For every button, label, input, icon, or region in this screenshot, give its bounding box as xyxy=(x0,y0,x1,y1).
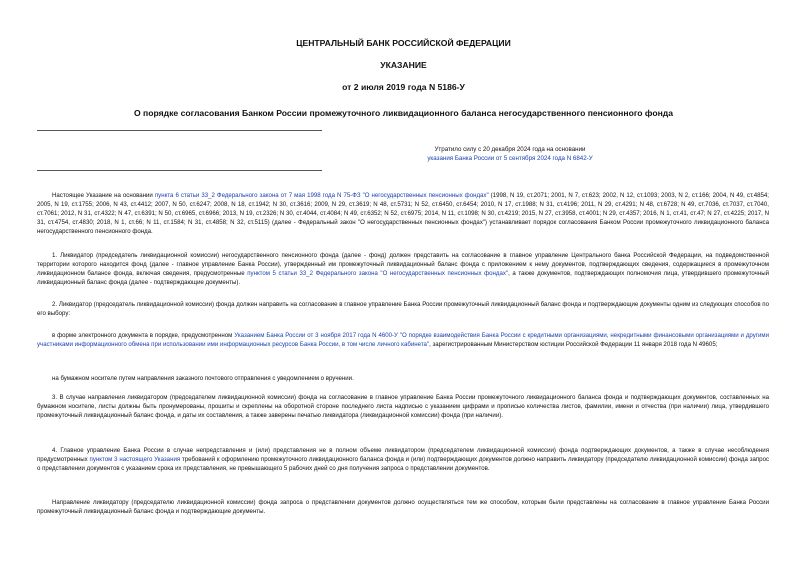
paragraph-2: 2. Ликвидатор (председатель ликвидационной комиссии) фонда должен направить на согласование в главное управление Банка России промежуточный ликвидационный баланс фонда и подтверждающие документы одним из следующих способов по его выбору: xyxy=(37,301,769,318)
paragraph-1 xyxy=(37,251,769,287)
paragraph-1-end: , а также документов, подтверждающих полномочия лица, утвердившего промежуточный ликвидационный баланс фонда (далее - подтверждающие документы). xyxy=(37,270,769,287)
paragraph-4 xyxy=(37,446,769,473)
paragraph-4-start: 4. Главное управление Банка России в случае непредставления и (или) представления не в полном объеме ликвидатором (председателем ликвидационной комиссии) фонда подтверждающих документов, а также в случае несоблюдения предусмотренных xyxy=(37,447,769,464)
instruction-link[interactable]: Указанием Банка России от 3 ноября 2017 года N 4600-У "О порядке взаимодействия Банка России с кредитными организациями, некредитными финансовыми организациями и другими участниками информационного обмена при использовании ими информационных ресурсов Банка России, в том числе личного кабинета" xyxy=(37,332,769,349)
intro-paragraph xyxy=(37,191,769,236)
paragraph-5: Направление ликвидатору (председателю ликвидационной комиссии) фонда запроса о представлении документов должно осуществляться тем же способом, которым были представлены на согласование в главное управление Банка России промежуточный ликвидационный баланс фонда и подтверждающие документы. xyxy=(37,499,769,516)
intro-text-end: (1998, N 19, ст.2071; 2001, N 7, ст.623; 2002, N 12, ст.1093; 2003, N 2, ст.166; 2004, N 49, ст.4854; 2005, N 19, ст.1755; 2006, N 43, ст.4412; 2007, N 50, ст.6247; 2008, N 18, ст.1942; N 30, ст.3616; 2009, N 29, ст.3619; N 48, ст.5731; N 52, ст.6450, ст.6454; 2010, N 17, ст.1988; N 31, ст.4196; 2011, N 29, ст.4291; N 48, ст.6728; N 49, ст.7036, ст.7037, ст.7040, ст.7061; 2012, N 31, ст.4322; N 47, ст.6391; N 50, ст.6965, ст.6966; 2013, N 19, ст.2326; N 30, ст.4044, ст.4084; N 49, ст.6352; N 52, ст.6975; 2014, N 11, ст.1098; N 30, ст.4219; 2015, N 27, ст.3958, ст.4001; N 29, ст.4357; 2016, N 1, ст.41, ст.47; N 27, ст.4225; 2017, N 31, ст.4754, ст.4830; 2018, N 1, ст.66; N 11, ст.1584; N 31, ст.4858; N 32, ст.5115) (далее - Федеральный закон "О негосударственных пенсионных фондах") устанавливает порядок согласования Банком России промежуточного ликвидационного баланса негосударственного пенсионного фонда. xyxy=(37,192,769,236)
paragraph-2b: на бумажном носителе путем направления заказного почтового отправления с уведомлением о вручении. xyxy=(52,375,354,382)
paragraph-3: 3. В случае направления ликвидатором (председателем ликвидационной комиссии) фонда на согласование в главное управление Банка России промежуточного ликвидационного баланса фонда и подтверждающих документов, составленных на бумажном носителе, листы должны быть пронумерованы, прошиты и скреплены на оборотной стороне последнего листа надписью с указанием цифрами и прописью количества листов, фамилии, имени и отчества (при наличии) лица, утвердившего промежуточный ликвидационный баланс фонда, и даты их составления, а также заверены печатью ликвидатора (ликвидационной комиссии) фонда (при наличии). xyxy=(37,394,769,420)
clause-link[interactable]: пунктом 3 настоящего Указания xyxy=(89,456,181,464)
top-divider xyxy=(37,130,322,131)
document-title: О порядке согласования Банком России промежуточного ликвидационного баланса негосударственного пенсионного фонда xyxy=(133,108,673,118)
expired-note-text: Утратило силу с 20 декабря 2024 года на основании xyxy=(434,146,586,153)
document-type: УКАЗАНИЕ xyxy=(380,60,427,70)
paragraph-4-end: требований к оформлению промежуточного ликвидационного баланса фонда и (или) подтверждающих документов должно направить ликвидатору (председателю ликвидационной комиссии) фонда запрос о представлении документов с указанием срока их представления, не превышающего 5 рабочих дней со дня получения запроса о представлении документов. xyxy=(37,456,770,473)
expired-note xyxy=(300,145,720,163)
intro-text-start: Настоящее Указание на основании xyxy=(52,192,155,199)
law-link[interactable]: пункта 6 статьи 33_2 Федерального закона от 7 мая 1998 года N 75-ФЗ "О негосударственных пенсионных фондах" xyxy=(154,192,489,199)
bottom-divider xyxy=(37,170,322,171)
expired-note-link[interactable]: указания Банка России от 5 сентября 2024 года N 6842-У xyxy=(427,155,593,162)
paragraph-2a-end: , зарегистрированным Министерством юстиции Российской Федерации 11 января 2018 года N 49605; xyxy=(429,341,718,349)
paragraph-1-start: 1. Ликвидатор (председатель ликвидационной комиссии) негосударственного пенсионного фонда (далее - фонд) должен представить на согласование в главное управление Центрального банка Российской Федерации, на подведомственной территории которого находится фонд (далее - главное управление Банка России), утвержденный им промежуточный ликвидационный баланс фонда с приложением к нему документов, подтверждающих сведения, содержащиеся в промежуточном ликвидационном балансе фонда, включая сведения, предусмотренные xyxy=(37,252,769,278)
paragraph-2a-start: в форме электронного документа в порядке, предусмотренном xyxy=(52,332,235,339)
issuer-heading: ЦЕНТРАЛЬНЫЙ БАНК РОССИЙСКОЙ ФЕДЕРАЦИИ xyxy=(296,38,511,48)
document-date: от 2 июля 2019 года N 5186-У xyxy=(342,82,465,92)
paragraph-2a xyxy=(37,331,769,349)
law-article-link[interactable]: пунктом 5 статьи 33_2 Федерального закона "О негосударственных пенсионных фондах" xyxy=(247,270,509,278)
